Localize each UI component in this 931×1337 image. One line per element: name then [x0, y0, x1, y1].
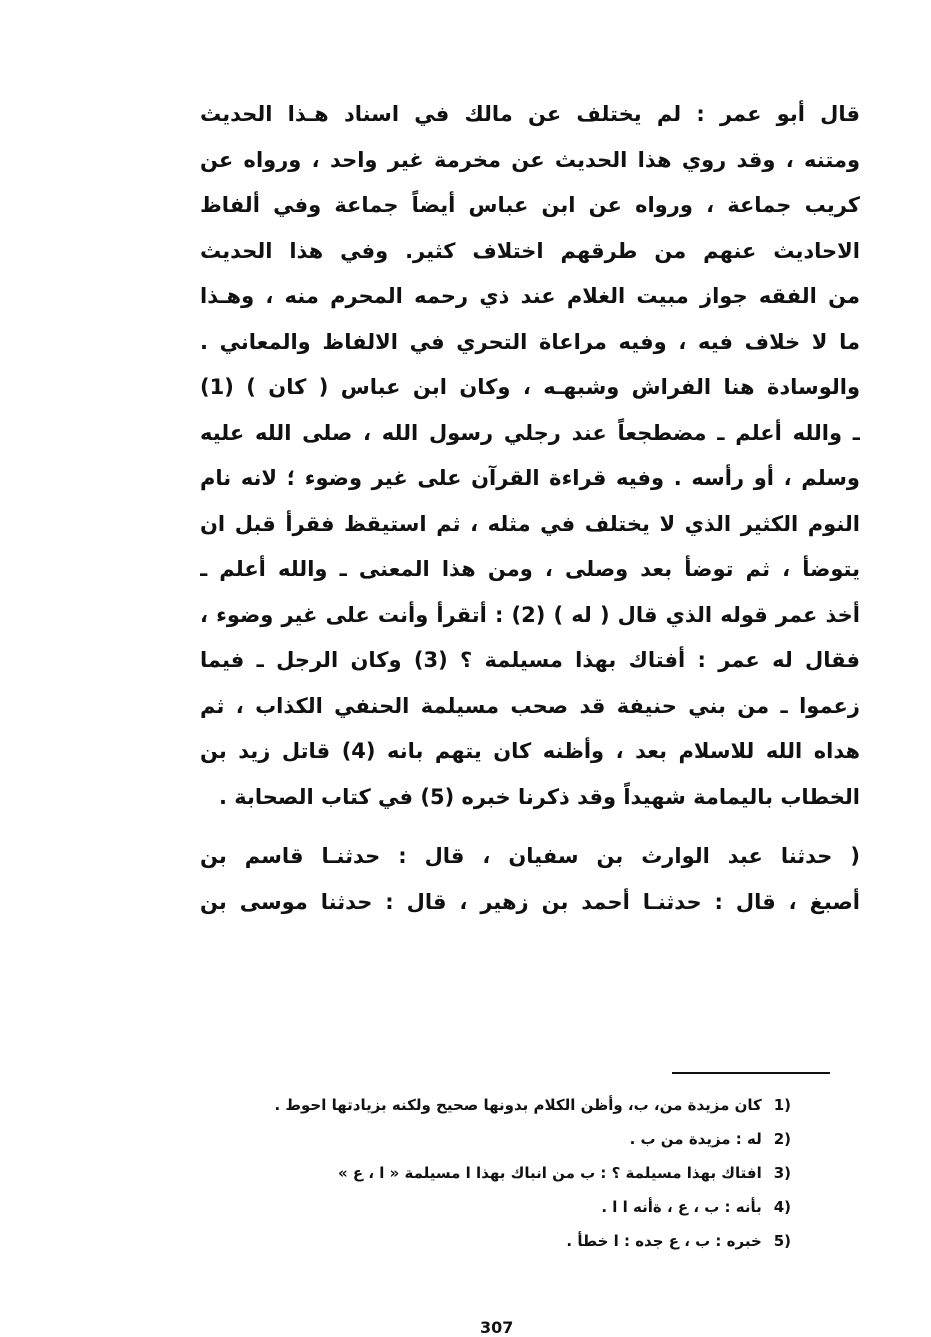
footnote-number: (1: [773, 1096, 791, 1114]
text-line: قال أبو عمر : لم يختلف عن مالك في اسناد هـذا الحديث: [200, 102, 860, 126]
footnote-text: افتاك بهذا مسيلمة ؟ : ب من انباك بهذا ا مسيلمة « ا ، ع »: [337, 1164, 762, 1182]
paragraph-gap: [200, 820, 860, 834]
footnote-item: [171, 1224, 791, 1258]
footnotes-block: [171, 1088, 791, 1258]
footnote-number: (5: [773, 1232, 791, 1250]
text-line: ومتنه ، وقد روي هذا الحديث عن مخرمة غير واحد ، ورواه عن: [200, 147, 860, 172]
footnote-item: [171, 1156, 791, 1190]
text-line: وسلم ، أو رأسه . وفيه قراءة القرآن على غير وضوء ؛ لانه نام: [200, 466, 860, 490]
footnote-number: (3: [773, 1164, 791, 1182]
footnote-number: (4: [773, 1198, 791, 1216]
footnote-item: [171, 1190, 791, 1224]
text-line: ـ والله أعلم ـ مضطجعاً عند رجلي رسول الله ، صلى الله عليه: [200, 420, 860, 445]
text-line: والوسادة هنا الفراش وشبهـه ، وكان ابن عباس ( كان ) (1): [200, 375, 860, 399]
isnad-line: أصبغ ، قال : حدثنـا أحمد بن زهير ، قال : حدثنا موسى بن: [200, 889, 860, 914]
text-line: يتوضأ ، ثم توضأ بعد وصلى ، ومن هذا المعنى ـ والله أعلم ـ: [200, 557, 860, 581]
page-number: 307: [480, 1318, 514, 1337]
footnote-text: بأنه : ب ، ع ، ةأنه ا ا .: [601, 1198, 762, 1216]
footnote-text: كان مزيدة من، ب، وأظن الكلام بدونها صحيح ولكنه بزيادتها احوط .: [274, 1096, 762, 1114]
text-line: فقال له عمر : أفتاك بهذا مسيلمة ؟ (3) وكان الرجل ـ فيما: [200, 648, 860, 672]
footnote-divider: [672, 1072, 830, 1074]
text-line: كريب جماعة ، ورواه عن ابن عباس أيضاً جماعة وفي ألفاظ: [200, 193, 860, 217]
footnote-text: خبره : ب ، ع جده : ا خطأ .: [566, 1232, 762, 1250]
text-line: من الفقه جواز مبيت الغلام عند ذي رحمه المحرم منه ، وهـذا: [200, 284, 860, 308]
footnote-text: له : مزيدة من ب .: [629, 1130, 762, 1148]
text-line: الخطاب باليمامة شهيداً وقد ذكرنا خبره (5) في كتاب الصحابة .: [218, 784, 860, 809]
text-line: النوم الكثير الذي لا يختلف في مثله ، ثم استيقظ فقرأ قبل ان: [200, 511, 860, 536]
footnote-item: [171, 1088, 791, 1122]
main-text-block: [200, 92, 860, 925]
text-line: هداه الله للاسلام بعد ، وأظنه كان يتهم بانه (4) قاتل زيد بن: [200, 739, 860, 763]
text-line: الاحاديث عنهم من طرقهم اختلاف كثير. وفي هذا الحديث: [200, 238, 860, 263]
text-line: ما لا خلاف فيه ، وفيه مراعاة التحري في الالفاظ والمعاني .: [200, 329, 860, 354]
footnote-number: (2: [773, 1130, 791, 1148]
text-line: زعموا ـ من بني حنيفة قد صحب مسيلمة الحنفي الكذاب ، ثم: [200, 693, 860, 718]
text-line: أخذ عمر قوله الذي قال ( له ) (2) : أتقرأ وأنت على غير وضوء ،: [200, 602, 860, 627]
isnad-line: ( حدثنا عبد الوارث بن سفيان ، قال : حدثنـا قاسم بن: [200, 844, 860, 868]
footnote-item: [171, 1122, 791, 1156]
